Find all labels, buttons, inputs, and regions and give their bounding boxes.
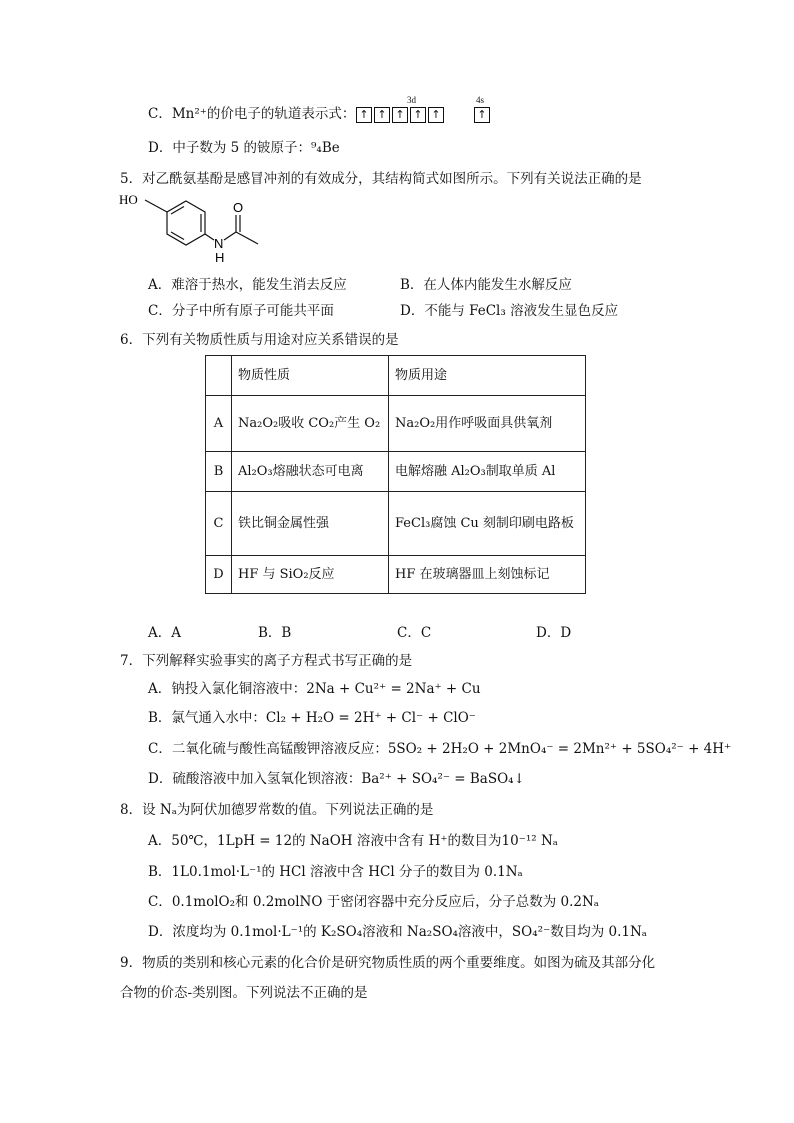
q5-stem: 5．对乙酰氨基酚是感冒冲剂的有效成分，其结构简式如图所示。下列有关说法正确的是 bbox=[120, 171, 642, 187]
q8-stem: 8．设 Nₐ为阿伏加德罗常数的值。下列说法正确的是 bbox=[120, 802, 434, 818]
table-header-cell: 物质性质 bbox=[232, 356, 389, 396]
structure-n-label: N bbox=[214, 236, 224, 251]
table-row bbox=[206, 396, 586, 452]
structure-oh-label: HO bbox=[119, 192, 138, 207]
orbital-box: ↑ bbox=[392, 107, 408, 123]
q4-option-c: C．Mn²⁺的价电子的轨道表示式： bbox=[148, 106, 356, 122]
q6-stem: 6．下列有关物质性质与用途对应关系错误的是 bbox=[120, 332, 399, 348]
table-row bbox=[206, 452, 586, 492]
table-header-row bbox=[206, 356, 586, 396]
acetaminophen-structure bbox=[118, 190, 278, 270]
q7-option-a: A．钠投入氯化铜溶液中：2Na + Cu²⁺ = 2Na⁺ + Cu bbox=[148, 681, 481, 697]
benzene-ring bbox=[167, 201, 205, 245]
q8-option-c: C．0.1molO₂和 0.2molNO 于密闭容器中充分反应后，分子总数为 0.2Nₐ bbox=[148, 894, 599, 910]
table-cell: 电解熔融 Al₂O₃制取单质 Al bbox=[389, 452, 586, 492]
q6-answer-d: D．D bbox=[536, 625, 572, 641]
table-cell: Na₂O₂吸收 CO₂产生 O₂ bbox=[232, 396, 389, 452]
q7-option-b: B．氯气通入水中：Cl₂ + H₂O = 2H⁺ + Cl⁻ + ClO⁻ bbox=[148, 710, 476, 726]
q8-option-a: A．50℃，1LpH = 12的 NaOH 溶液中含有 H⁺的数目为10⁻¹² Nₐ bbox=[148, 833, 558, 849]
table-header-cell bbox=[206, 356, 232, 396]
table-cell: FeCl₃腐蚀 Cu 刻制印刷电路板 bbox=[389, 492, 586, 556]
q5-option-b: B．在人体内能发生水解反应 bbox=[400, 277, 572, 293]
table-cell: C bbox=[206, 492, 232, 556]
q5-option-d: D．不能与 FeCl₃ 溶液发生显色反应 bbox=[400, 303, 619, 319]
structure-h-label: H bbox=[215, 250, 225, 265]
q5-option-c: C．分子中所有原子可能共平面 bbox=[148, 303, 334, 319]
table-cell: Al₂O₃熔融状态可电离 bbox=[232, 452, 389, 492]
q8-option-d: D．浓度均为 0.1mol·L⁻¹的 K₂SO₄溶液和 Na₂SO₄溶液中，SO₄²⁻数目均为 0.1Nₐ bbox=[148, 924, 647, 940]
q8-option-b: B．1L0.1mol·L⁻¹的 HCl 溶液中含 HCl 分子的数目为 0.1Nₐ bbox=[148, 864, 523, 880]
structure-o-label: O bbox=[233, 200, 244, 215]
q9-stem-line1: 9．物质的类别和核心元素的化合价是研究物质性质的两个重要维度。如图为硫及其部分化 bbox=[120, 955, 656, 971]
orbital-box: ↑ bbox=[474, 107, 490, 123]
q7-option-c: C．二氧化硫与酸性高锰酸钾溶液反应：5SO₂ + 2H₂O + 2MnO₄⁻ = 2Mn²⁺ + 5SO₄²⁻ + 4H⁺ bbox=[148, 741, 732, 757]
orbital-box: ↑ bbox=[410, 107, 426, 123]
q9-stem-line2: 合物的价态-类别图。下列说法不正确的是 bbox=[120, 985, 368, 1001]
table-header-cell: 物质用途 bbox=[389, 356, 586, 396]
orbital-3d-label: 3d bbox=[407, 95, 416, 105]
table-cell: D bbox=[206, 556, 232, 594]
table-cell: A bbox=[206, 396, 232, 452]
table-row bbox=[206, 492, 586, 556]
orbital-4s-label: 4s bbox=[476, 95, 485, 105]
table-cell: 铁比铜金属性强 bbox=[232, 492, 389, 556]
orbital-box: ↑ bbox=[356, 107, 372, 123]
q5-option-a: A．难溶于热水，能发生消去反应 bbox=[148, 277, 347, 293]
q6-answer-c: C．C bbox=[397, 625, 432, 641]
q4-option-d: D．中子数为 5 的铍原子：⁹₄Be bbox=[148, 140, 340, 156]
orbital-box: ↑ bbox=[374, 107, 390, 123]
table-cell: B bbox=[206, 452, 232, 492]
table-cell: HF 在玻璃器皿上刻蚀标记 bbox=[389, 556, 586, 594]
table-cell: Na₂O₂用作呼吸面具供氧剂 bbox=[389, 396, 586, 452]
q6-answer-b: B．B bbox=[258, 625, 292, 641]
property-use-table bbox=[205, 355, 586, 594]
q7-stem: 7．下列解释实验事实的离子方程式书写正确的是 bbox=[120, 653, 413, 669]
q7-option-d: D．硫酸溶液中加入氢氧化钡溶液：Ba²⁺ + SO₄²⁻ = BaSO₄↓ bbox=[148, 771, 525, 787]
table-row bbox=[206, 556, 586, 594]
table-cell: HF 与 SiO₂反应 bbox=[232, 556, 389, 594]
orbital-box: ↑ bbox=[428, 107, 444, 123]
q6-answer-a: A．A bbox=[148, 625, 181, 641]
